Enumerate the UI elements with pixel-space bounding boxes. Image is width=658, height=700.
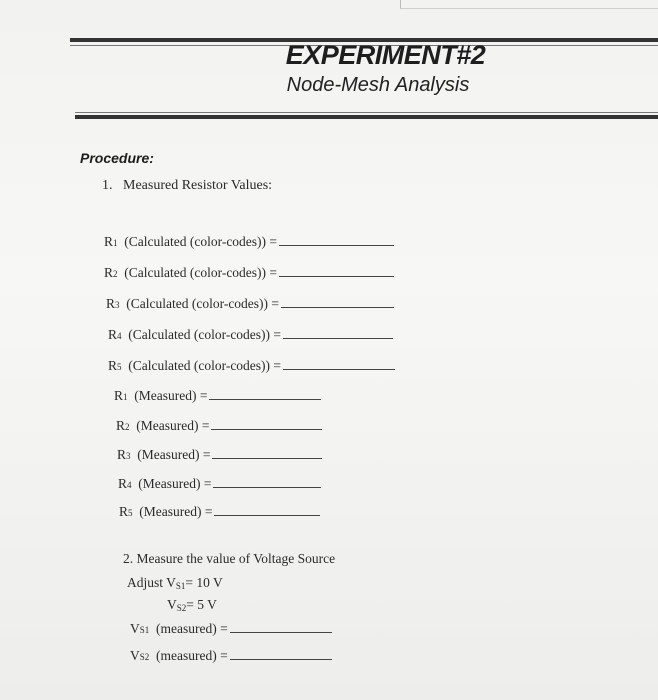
answer-blank[interactable] bbox=[214, 503, 320, 516]
resistor-symbol: R bbox=[117, 447, 127, 462]
meas-label: (Measured) = bbox=[127, 388, 208, 403]
answer-blank[interactable] bbox=[209, 387, 321, 400]
resistor-subscript: 5 bbox=[117, 362, 122, 372]
vs1-subscript: S1 bbox=[175, 581, 186, 591]
calc-label: (Calculated (color-codes)) = bbox=[121, 358, 282, 373]
answer-blank[interactable] bbox=[213, 475, 321, 488]
adjust-vs2 bbox=[167, 597, 217, 613]
header-rule-bottom-thin bbox=[75, 112, 658, 113]
resistor-subscript: 4 bbox=[117, 331, 122, 341]
resistor-subscript: 4 bbox=[127, 480, 132, 490]
meas-row-r2 bbox=[116, 417, 322, 434]
calc-label: (Calculated (color-codes)) = bbox=[117, 265, 278, 280]
calc-label: (Calculated (color-codes)) = bbox=[121, 327, 282, 342]
answer-blank[interactable] bbox=[230, 620, 332, 633]
page-edge bbox=[400, 0, 658, 9]
calc-row-r5 bbox=[108, 357, 395, 374]
meas-label: (measured) = bbox=[149, 648, 228, 663]
resistor-subscript: 1 bbox=[113, 238, 118, 248]
source-symbol: V bbox=[130, 621, 140, 636]
meas-label: (Measured) = bbox=[132, 504, 213, 519]
resistor-subscript: 5 bbox=[128, 508, 133, 518]
meas-row-vs2 bbox=[130, 647, 332, 664]
header-rule-bottom bbox=[75, 115, 658, 119]
source-symbol: V bbox=[130, 648, 140, 663]
resistor-symbol: R bbox=[104, 265, 114, 280]
calc-label: (Calculated (color-codes)) = bbox=[117, 234, 278, 249]
resistor-symbol: R bbox=[108, 358, 118, 373]
resistor-subscript: 3 bbox=[126, 451, 131, 461]
resistor-symbol: R bbox=[106, 296, 116, 311]
meas-row-vs1 bbox=[130, 620, 332, 637]
meas-row-r5 bbox=[119, 503, 320, 520]
vs2-symbol: V bbox=[167, 597, 177, 612]
resistor-symbol: R bbox=[108, 327, 118, 342]
resistor-symbol: R bbox=[114, 388, 124, 403]
calc-label: (Calculated (color-codes)) = bbox=[119, 296, 280, 311]
source-subscript: S2 bbox=[139, 652, 150, 662]
calc-row-r1 bbox=[104, 233, 394, 250]
source-subscript: S1 bbox=[139, 625, 150, 635]
answer-blank[interactable] bbox=[283, 357, 395, 370]
answer-blank[interactable] bbox=[211, 417, 322, 430]
answer-blank[interactable] bbox=[281, 295, 394, 308]
answer-blank[interactable] bbox=[230, 647, 332, 660]
step-1-number: 1. bbox=[102, 178, 113, 193]
meas-label: (Measured) = bbox=[129, 418, 210, 433]
meas-label: (Measured) = bbox=[130, 447, 211, 462]
resistor-symbol: R bbox=[118, 476, 128, 491]
step-1-text: Measured Resistor Values: bbox=[123, 178, 273, 193]
meas-label: (measured) = bbox=[149, 621, 228, 636]
meas-row-r4 bbox=[118, 475, 321, 492]
calc-row-r2 bbox=[104, 264, 394, 281]
answer-blank[interactable] bbox=[279, 233, 394, 246]
calc-row-r4 bbox=[108, 326, 393, 343]
procedure-heading: Procedure: bbox=[80, 150, 154, 166]
adjust-vs1 bbox=[127, 575, 223, 591]
vs2-value: = 5 V bbox=[186, 597, 217, 612]
answer-blank[interactable] bbox=[283, 326, 393, 339]
vs1-value: = 10 V bbox=[185, 575, 223, 590]
resistor-subscript: 3 bbox=[115, 300, 120, 310]
step-2-heading: 2. Measure the value of Voltage Source bbox=[123, 551, 336, 566]
meas-row-r1 bbox=[114, 387, 321, 404]
resistor-subscript: 2 bbox=[125, 422, 130, 432]
experiment-title: EXPERIMENT#2 bbox=[285, 40, 486, 70]
resistor-subscript: 2 bbox=[113, 269, 118, 279]
resistor-symbol: R bbox=[119, 504, 129, 519]
vs2-subscript: S2 bbox=[176, 603, 187, 613]
adjust-label: Adjust V bbox=[127, 575, 176, 590]
answer-blank[interactable] bbox=[279, 264, 394, 277]
calc-row-r3 bbox=[106, 295, 394, 312]
resistor-symbol: R bbox=[104, 234, 114, 249]
step-1-heading bbox=[102, 178, 272, 194]
answer-blank[interactable] bbox=[212, 446, 322, 459]
meas-label: (Measured) = bbox=[131, 476, 212, 491]
experiment-subtitle: Node-Mesh Analysis bbox=[286, 74, 470, 96]
meas-row-r3 bbox=[117, 446, 322, 463]
resistor-subscript: 1 bbox=[123, 392, 128, 402]
resistor-symbol: R bbox=[116, 418, 126, 433]
